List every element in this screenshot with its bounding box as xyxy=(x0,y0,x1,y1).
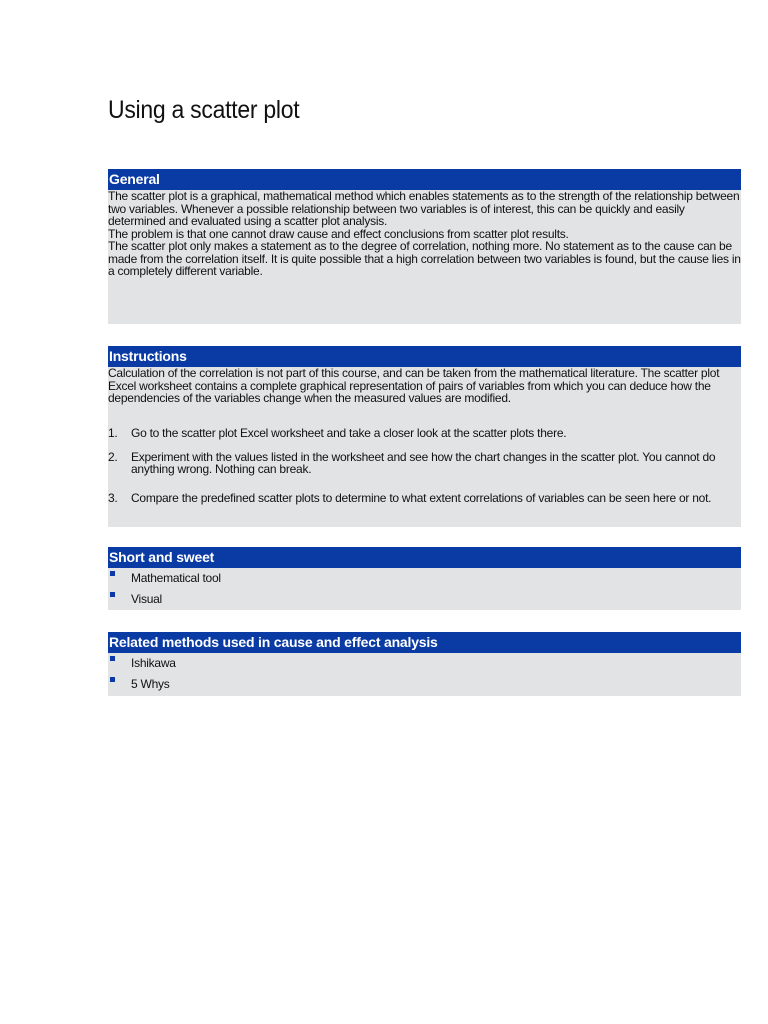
page-title: Using a scatter plot xyxy=(108,96,300,124)
instructions-body xyxy=(108,367,741,527)
short-and-sweet-header: Short and sweet xyxy=(108,547,741,568)
related-methods-list xyxy=(108,653,741,695)
step-number: 1. xyxy=(108,425,118,440)
list-item-text: Mathematical tool xyxy=(131,571,221,585)
list-item-text: 5 Whys xyxy=(131,677,170,691)
general-paragraph: The problem is that one cannot draw cause and effect conclusions from scatter plot results. xyxy=(108,226,569,241)
bullet-square-icon xyxy=(110,571,115,576)
step-text: Compare the predefined scatter plots to determine to what extent correlations of variables can be seen here or not. xyxy=(131,490,712,505)
general-paragraph: The scatter plot is a graphical, mathematical method which enables statements as to the strength of the relationship between two variables. Whenever a possible relationship between two variables is of interest, this can be quickly and easily determined and evaluated using a scatter plot analysis. xyxy=(108,189,740,228)
general-header: General xyxy=(108,169,741,190)
list-item-text: Ishikawa xyxy=(131,656,176,670)
short-and-sweet-section xyxy=(108,547,741,610)
instructions-header: Instructions xyxy=(108,346,741,367)
short-and-sweet-body xyxy=(108,568,741,610)
bullet-square-icon xyxy=(110,592,115,597)
related-methods-body xyxy=(108,653,741,696)
list-item xyxy=(108,568,741,589)
bullet-square-icon xyxy=(110,677,115,682)
list-item xyxy=(108,589,741,610)
short-and-sweet-list xyxy=(108,568,741,610)
general-body xyxy=(108,190,741,324)
bullet-square-icon xyxy=(110,656,115,661)
list-item-text: Visual xyxy=(131,592,162,606)
instructions-section xyxy=(108,346,741,527)
related-methods-section xyxy=(108,632,741,696)
list-item xyxy=(108,674,741,695)
general-section xyxy=(108,169,741,324)
step-number: 3. xyxy=(108,490,118,505)
related-methods-header: Related methods used in cause and effect analysis xyxy=(108,632,741,653)
instructions-intro: Calculation of the correlation is not part of this course, and can be taken from the mathematical literature. The scatter plot Excel worksheet contains a complete graphical representation of pairs of variables from which you can deduce how the dependencies of the variables change when the measured values are modified. xyxy=(108,366,720,405)
step-number: 2. xyxy=(108,449,118,464)
step-text: Go to the scatter plot Excel worksheet and take a closer look at the scatter plots there. xyxy=(131,425,567,440)
list-item xyxy=(108,653,741,674)
step-text: Experiment with the values listed in the worksheet and see how the chart changes in the scatter plot. You cannot do anything wrong. Nothing can break. xyxy=(131,449,716,476)
general-paragraph: The scatter plot only makes a statement as to the degree of correlation, nothing more. No statement as to the cause can be made from the correlation itself. It is quite possible that a high correlation between two variables is found, but the cause lies in a completely different variable. xyxy=(108,239,741,278)
